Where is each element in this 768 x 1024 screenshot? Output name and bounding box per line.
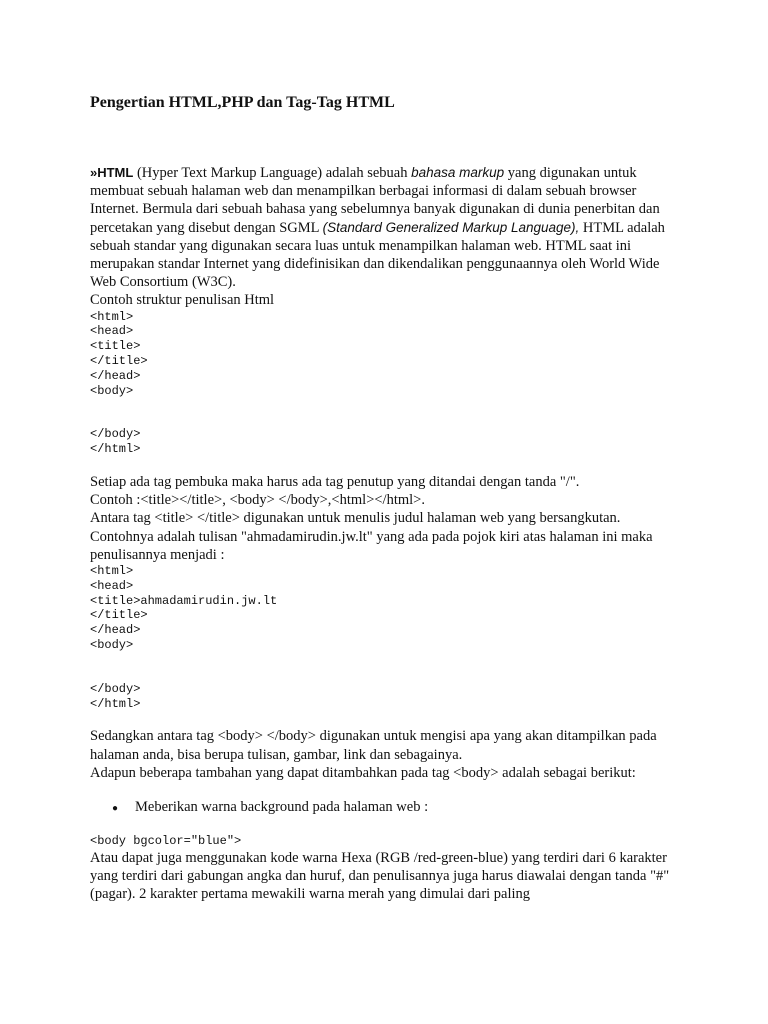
code-line: <body> — [90, 638, 134, 652]
code-line: </html> — [90, 696, 141, 711]
code-line: </title> — [90, 608, 148, 623]
html-lead-mark: »HTML — [90, 165, 134, 180]
paragraph-hex-color: Atau dapat juga menggunakan kode warna Hexa (RGB /red-green-blue) yang terdiri dari 6 karakter yang terdiri dari gabungan angka dan huruf, dan penulisannya juga harus diawalai dengan tanda "#"(pagar). 2 karakter pertama mewakili warna merah yang dimulai dari paling — [90, 850, 670, 903]
document-body — [90, 164, 680, 904]
code-line: <head> — [90, 324, 134, 339]
paragraph-body-tag: Sedangkan antara tag <body> </body> digunakan untuk mengisi apa yang akan ditampilkan pada halaman anda, bisa berupa tulisan, gambar, link dan sebagainya. — [90, 728, 657, 763]
intro-text-1: (Hyper Text Markup Language) adalah sebuah — [133, 165, 412, 181]
code-line: </body> — [90, 681, 141, 696]
code-line: </body> — [90, 427, 141, 442]
intro-text-3: HTML adalah sebuah standar yang digunakan secara luas untuk menampilkan halaman web. HTML saat ini merupakan standar Internet yang didefinisikan dan dikendalikan penggunaannya oleh World Wide Web Consortium (W3C). — [90, 219, 665, 291]
intro-italic-2: (Standard Generalized Markup Language), — [322, 219, 580, 235]
code-line: </title> — [90, 354, 148, 369]
intro-paragraph — [90, 164, 680, 291]
code-block-2 — [90, 564, 680, 711]
paragraph-title-tag: Antara tag <title> </title> digunakan untuk menulis judul halaman web yang bersangkutan. Contohnya adalah tulisan "ahmadamirudin.jw.lt" yang ada pada pojok kiri atas halaman ini maka penulisannya menjadi : — [90, 510, 653, 563]
code-line: <title> — [90, 339, 141, 354]
code-line: </head> — [90, 368, 141, 383]
intro-text-2: yang digunakan untuk membuat sebuah halaman web dan menampilkan berbagai informasi di dalam sebuah browser Internet. Bermula dari sebuah bahasa yang sebelumnya banyak digunakan di dunia penerbitan dan percetakan yang disebut dengan SGML — [90, 165, 660, 236]
paragraph-example: Contoh :<title></title>, <body> </body>,<html></html>. — [90, 492, 425, 509]
code-line: <body> — [90, 383, 134, 398]
list-item-text: Meberikan warna background pada halaman web : — [135, 799, 429, 815]
code-line: <html> — [90, 309, 134, 324]
example-label: Contoh struktur penulisan Html — [90, 292, 275, 309]
bullet-icon: ● — [112, 803, 119, 814]
paragraph-closing-tag: Setiap ada tag pembuka maka harus ada tag penutup yang ditandai dengan tanda "/". — [90, 474, 580, 490]
code-line: <title>ahmadamirudin.jw.lt — [90, 593, 278, 608]
code-line: </html> — [90, 442, 141, 457]
document-title: Pengertian HTML,PHP dan Tag-Tag HTML — [90, 94, 395, 111]
code-block-1 — [90, 310, 680, 457]
code-line: <head> — [90, 578, 134, 593]
list-item — [90, 798, 680, 818]
code-line: <html> — [90, 564, 134, 579]
intro-italic-1: bahasa markup — [411, 165, 505, 180]
code-line: </head> — [90, 623, 141, 638]
code-bgcolor: <body bgcolor="blue"> — [90, 834, 242, 849]
paragraph-body-additions: Adapun beberapa tambahan yang dapat ditambahkan pada tag <body> adalah sebagai berikut: — [90, 764, 636, 781]
